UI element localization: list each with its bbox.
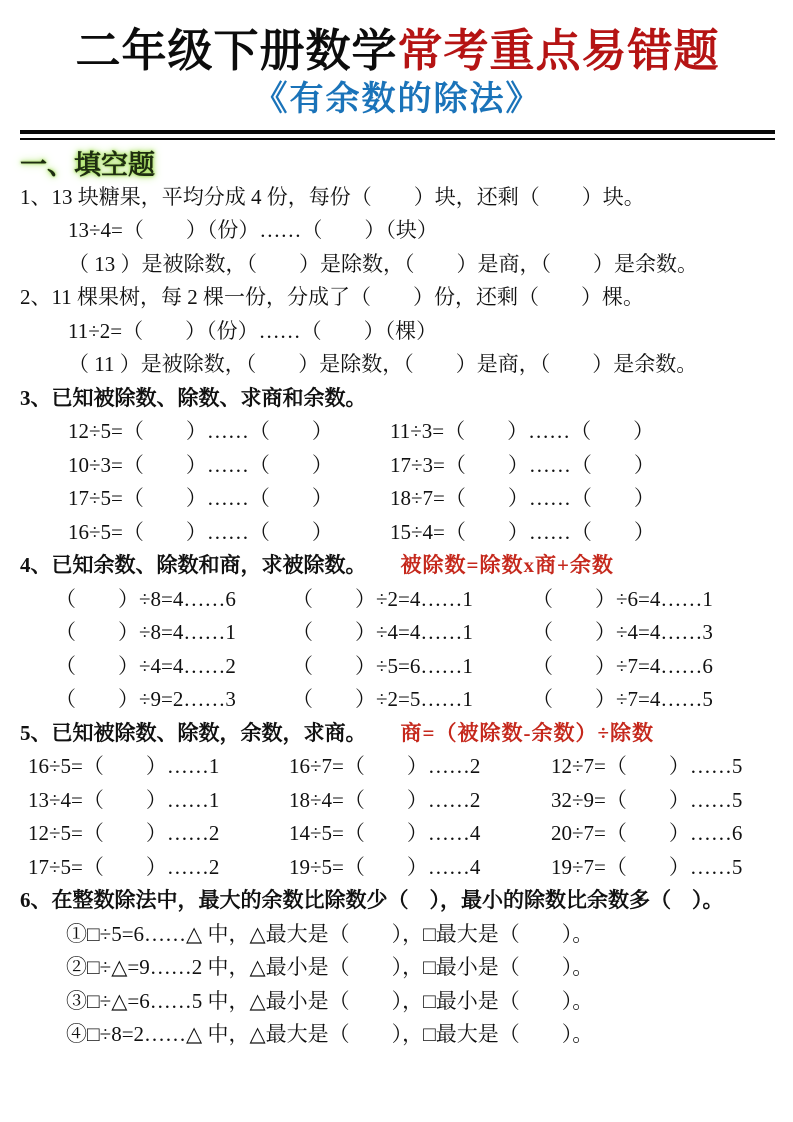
title-topic-part: 常考重点易错题 <box>397 26 720 76</box>
question-line: 1、13 块糖果，平均分成 4 份，每份（ ）块，还剩（ ）块。 <box>20 184 645 209</box>
question-heading: 4、已知余数、除数和商，求被除数。 <box>20 553 367 578</box>
equation: 32÷9=（ ）……5 <box>551 787 743 812</box>
title-grade-part: 二年级下册数学 <box>75 26 398 76</box>
formula-note: 商=（被除数-余数）÷除数 <box>400 720 654 745</box>
equation: 12÷5=（ ）……2 <box>28 821 220 846</box>
question-5 <box>20 717 775 885</box>
equation: 17÷3=（ ）……（ ） <box>390 452 655 477</box>
question-heading-row <box>20 549 775 583</box>
equation: 17÷5=（ ）……2 <box>28 854 220 879</box>
equation: 17÷5=（ ）……（ ） <box>68 486 333 511</box>
question-1 <box>20 181 775 282</box>
formula-note: 被除数=除数x商+余数 <box>400 553 614 578</box>
equation: （ ）÷7=4……6 <box>532 653 713 678</box>
equation: 16÷7=（ ）……2 <box>289 754 481 779</box>
equation: 19÷7=（ ）……5 <box>551 854 743 879</box>
question-6 <box>20 884 775 1052</box>
divider-double-rule <box>20 130 775 140</box>
question-line: 11÷2=（ ）（份）……（ ）（棵） <box>68 318 438 343</box>
equation: 12÷5=（ ）……（ ） <box>68 419 333 444</box>
equation-grid <box>20 750 775 884</box>
question-line: 2、11 棵果树，每 2 棵一份，分成了（ ）份，还剩（ ）棵。 <box>20 285 644 310</box>
equation: 18÷4=（ ）……2 <box>289 787 481 812</box>
equation: （ ）÷2=5……1 <box>292 687 473 712</box>
equation-grid <box>20 583 775 717</box>
equation: （ ）÷6=4……1 <box>532 586 713 611</box>
equation: （ ）÷8=4……1 <box>55 620 236 645</box>
question-3 <box>20 382 775 550</box>
equation: 14÷5=（ ）……4 <box>289 821 481 846</box>
question-heading: 5、已知被除数、除数，余数，求商。 <box>20 720 367 745</box>
equation: （ ）÷7=4……5 <box>532 687 713 712</box>
equation: （ ）÷4=4……2 <box>55 653 236 678</box>
equation: （ ）÷4=4……1 <box>292 620 473 645</box>
equation: 19÷5=（ ）……4 <box>289 854 481 879</box>
page-title <box>20 26 775 78</box>
sub-question: ④□÷8=2……△ 中，△最大是（ ），□最大是（ ）。 <box>66 1022 594 1047</box>
equation: （ ）÷9=2……3 <box>55 687 236 712</box>
sub-question: ②□÷△=9……2 中，△最小是（ ），□最小是（ ）。 <box>66 955 594 980</box>
equation: 18÷7=（ ）……（ ） <box>390 486 655 511</box>
equation: 16÷5=（ ）……（ ） <box>68 519 333 544</box>
sub-question: ①□÷5=6……△ 中，△最大是（ ），□最大是（ ）。 <box>66 921 594 946</box>
equation: 15÷4=（ ）……（ ） <box>390 519 655 544</box>
equation: （ ）÷2=4……1 <box>292 586 473 611</box>
sub-question: ③□÷△=6……5 中，△最小是（ ），□最小是（ ）。 <box>66 988 594 1013</box>
question-2 <box>20 281 775 382</box>
question-4 <box>20 549 775 717</box>
page-subtitle: 《有余数的除法》 <box>253 80 542 118</box>
equation: 13÷4=（ ）……1 <box>28 787 220 812</box>
question-heading: 6、在整数除法中，最大的余数比除数少（ ），最小的除数比余数多（ ）。 <box>20 888 724 913</box>
question-line: （ 13 ）是被除数，（ ）是除数，（ ）是商，（ ）是余数。 <box>68 251 698 276</box>
equation: （ ）÷5=6……1 <box>292 653 473 678</box>
question-line: （ 11 ）是被除数，（ ）是除数，（ ）是商，（ ）是余数。 <box>68 352 698 377</box>
equation: 12÷7=（ ）……5 <box>551 754 743 779</box>
question-heading: 3、已知被除数、除数、求商和余数。 <box>20 385 367 410</box>
question-heading-row <box>20 717 775 751</box>
equation: 20÷7=（ ）……6 <box>551 821 743 846</box>
section-heading-fill-in-blanks: 一、填空题 <box>20 149 155 180</box>
question-line: 13÷4=（ ）（份）……（ ）（块） <box>68 218 438 243</box>
equation: 16÷5=（ ）……1 <box>28 754 220 779</box>
equation: （ ）÷8=4……6 <box>55 586 236 611</box>
equation-grid <box>20 415 775 549</box>
equation: （ ）÷4=4……3 <box>532 620 713 645</box>
worksheet-header <box>20 26 775 140</box>
equation: 10÷3=（ ）……（ ） <box>68 452 333 477</box>
equation: 11÷3=（ ）……（ ） <box>390 419 655 444</box>
